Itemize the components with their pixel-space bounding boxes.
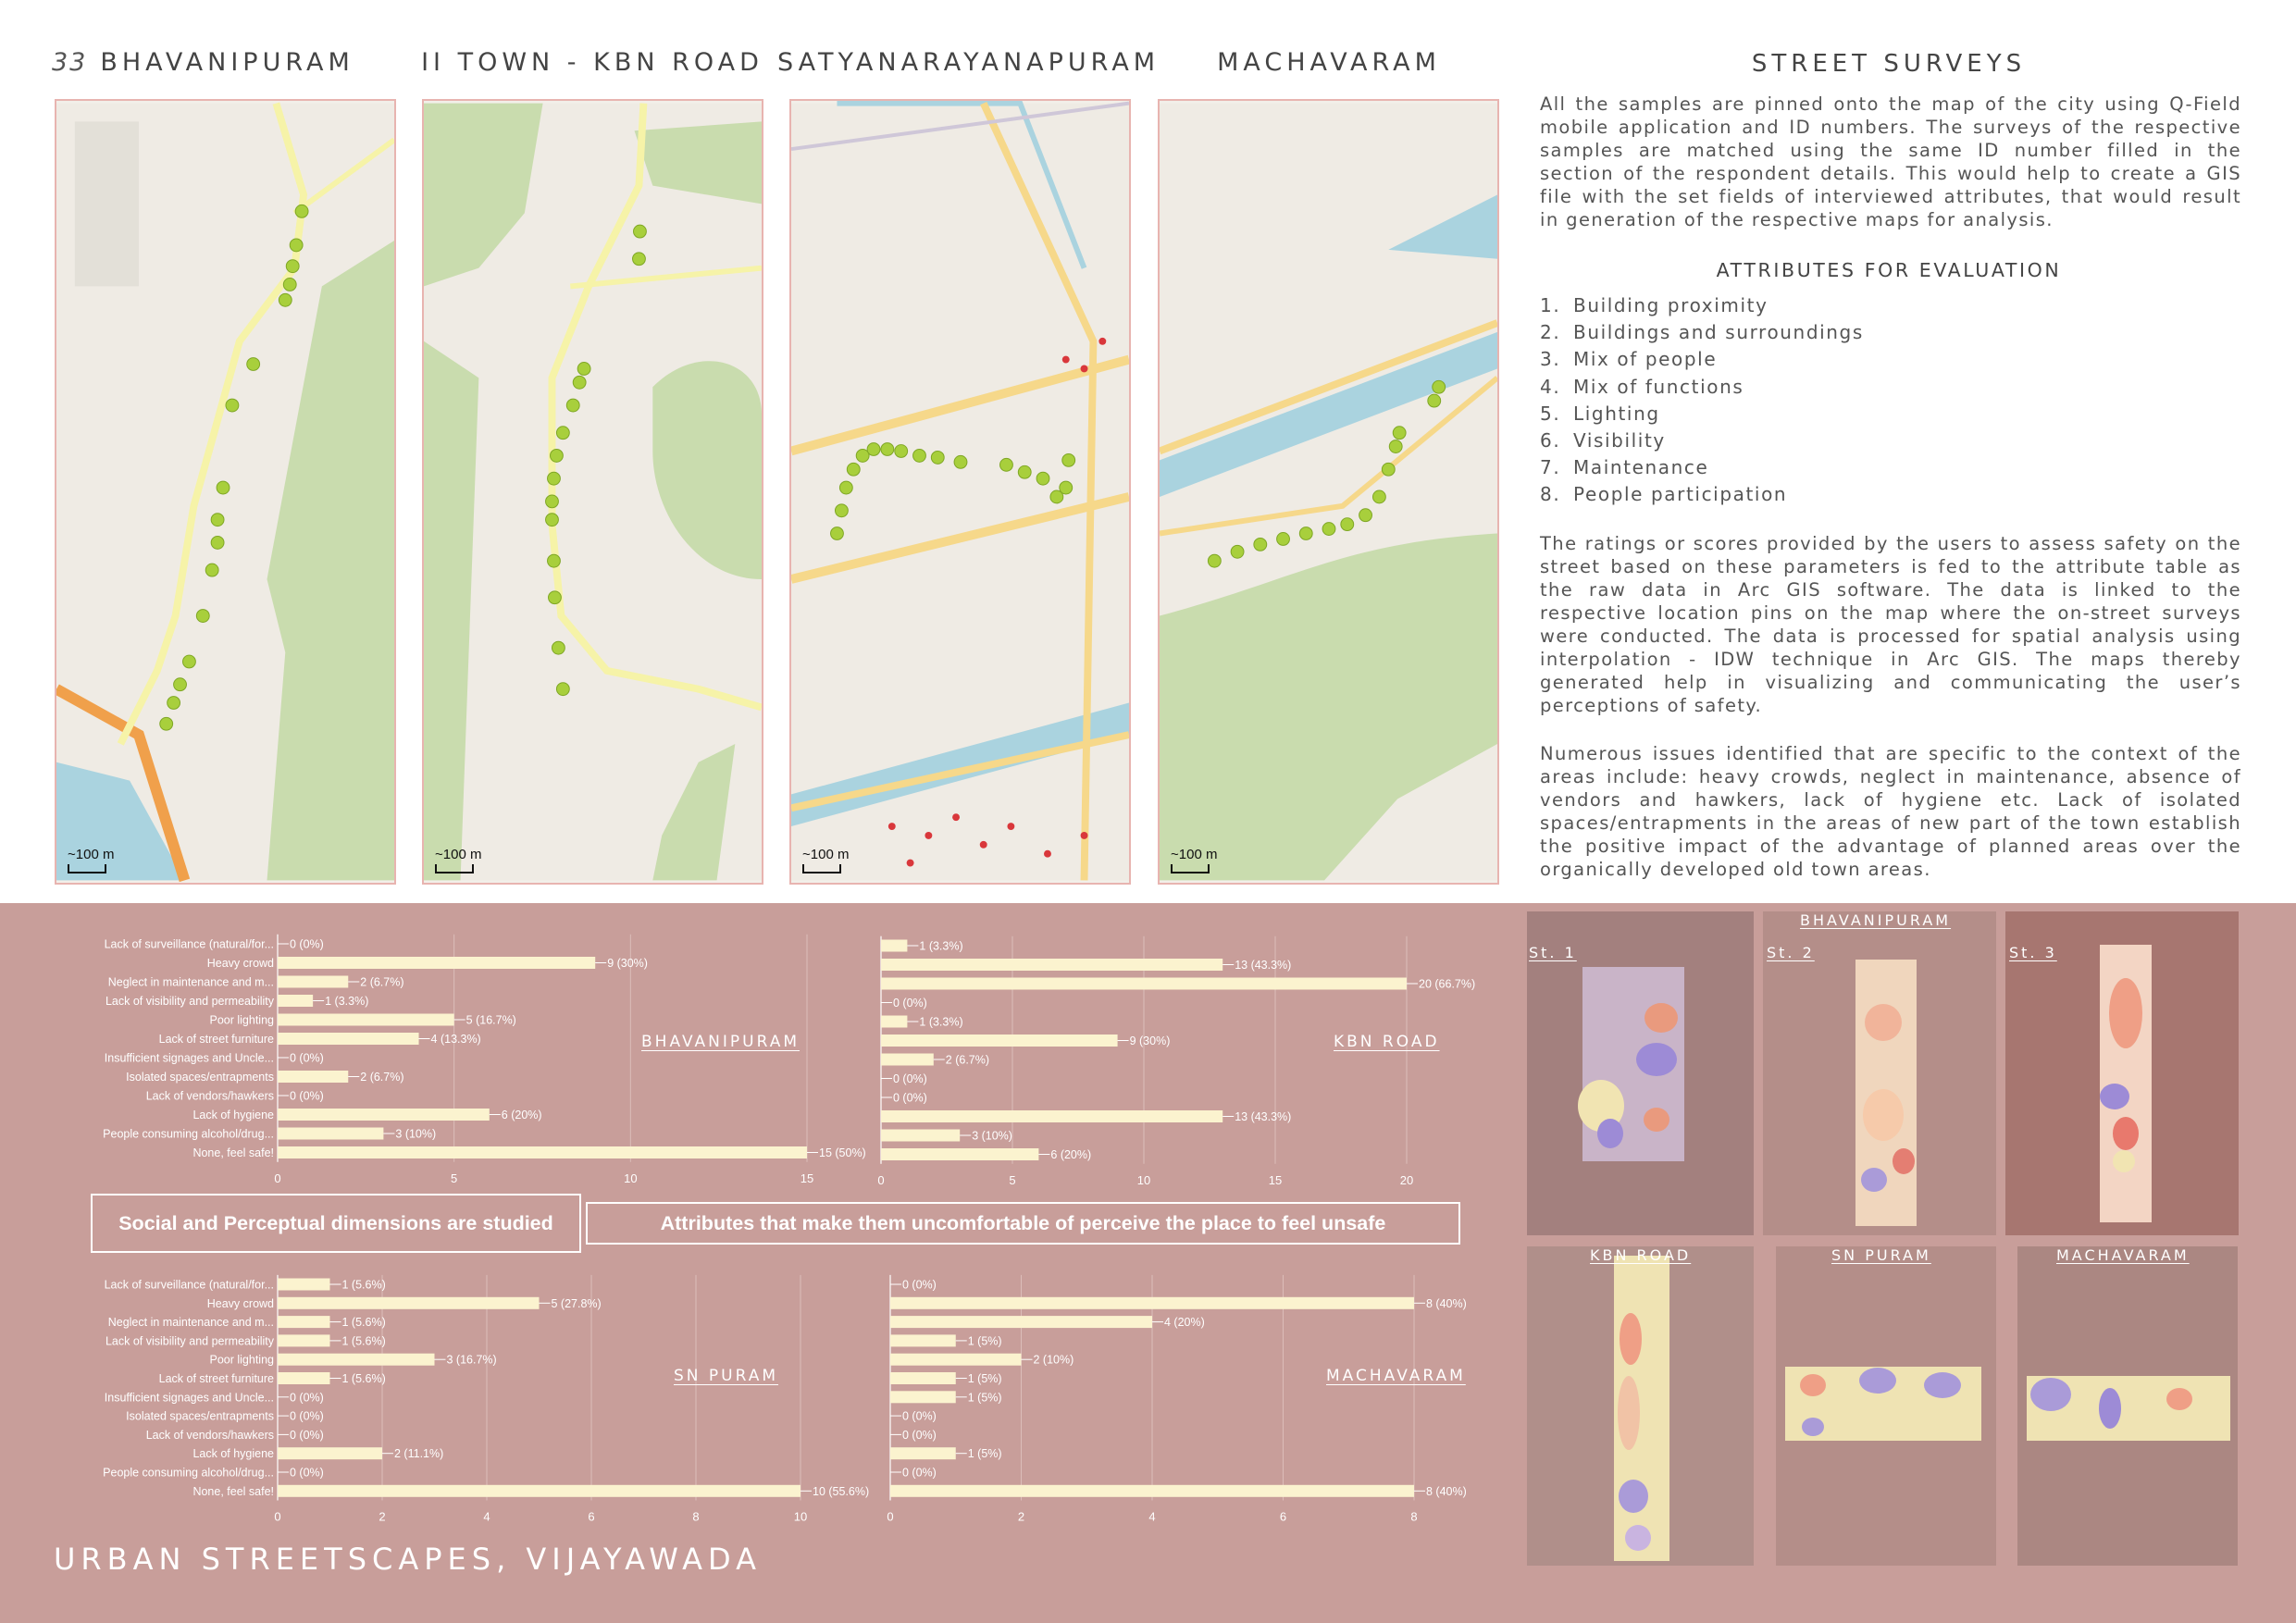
x-tick-label: 6 <box>1279 1509 1287 1524</box>
list-item: 2. Buildings and surroundings <box>1540 321 1864 344</box>
chart-svg <box>0 925 870 1194</box>
chart-region-machavaram: MACHAVARAM <box>1326 1367 1466 1385</box>
scale-bar: ~100 m <box>1171 847 1217 873</box>
data-label: 0 (0%) <box>290 1051 324 1065</box>
data-label: 0 (0%) <box>290 1089 324 1103</box>
data-label: 0 (0%) <box>290 1466 324 1480</box>
list-item: 5. Lighting <box>1540 402 1660 425</box>
data-label: 10 (55.6%) <box>813 1484 870 1498</box>
category-label: Heavy crowd <box>206 1296 274 1310</box>
heatmap-tag: SN PURAM <box>1831 1246 1931 1264</box>
category-label: Lack of visibility and permeability <box>105 1334 274 1348</box>
data-label: 9 (30%) <box>607 957 648 970</box>
bar-chart-sn-puram <box>0 1268 870 1524</box>
category-label: Insufficient signages and Uncle... <box>104 1051 274 1065</box>
category-label: None, feel safe! <box>192 1484 274 1498</box>
scale-bar: ~100 m <box>435 847 481 873</box>
map-kbn-road[interactable] <box>422 99 763 885</box>
list-item: 3. Mix of people <box>1540 348 1718 371</box>
map-bhavanipuram[interactable] <box>55 99 396 885</box>
footer-title: URBAN STREETSCAPES, VIJAYAWADA <box>54 1542 762 1577</box>
category-label: Neglect in maintenance and m... <box>107 975 274 989</box>
bar <box>881 1130 960 1142</box>
category-label: Heavy crowd <box>206 957 274 970</box>
x-tick-label: 4 <box>1148 1509 1156 1524</box>
idw-heatmap-graphic <box>1776 1246 1996 1566</box>
category-label: Lack of hygiene <box>192 1109 274 1121</box>
category-label: People consuming alcohol/drug... <box>103 1127 274 1141</box>
scale-bar: ~100 m <box>802 847 849 873</box>
bar <box>278 995 313 1007</box>
list-item: 4. Mix of functions <box>1540 375 1744 398</box>
category-label: Neglect in maintenance and m... <box>107 1316 274 1330</box>
data-label: 0 (0%) <box>290 1391 324 1405</box>
x-tick-label: 0 <box>274 1509 281 1524</box>
data-label: 13 (43.3%) <box>1235 959 1292 972</box>
category-label: Lack of hygiene <box>192 1447 274 1461</box>
bar <box>890 1334 956 1346</box>
heatmap-machavaram[interactable] <box>2017 1246 2238 1566</box>
data-label: 0 (0%) <box>290 1409 324 1423</box>
bar <box>278 957 595 969</box>
data-label: 3 (16.7%) <box>446 1353 497 1367</box>
bar <box>881 940 907 952</box>
bar-chart-bhavanipuram <box>0 925 870 1194</box>
issues-paragraph: Numerous issues identified that are specific to the context of the areas include: heavy crowds, neglect in maintenance, absence of vendors and hawkers, lack of hygiene etc. Lack of isolated spaces/entrapments in the areas of new part of the town establish the positive impact of the advantage of planned areas over the organically developed old town areas. <box>1540 743 2241 880</box>
bar <box>881 959 1222 971</box>
category-label: Lack of surveillance (natural/for... <box>104 937 274 951</box>
map-satyanarayanapuram[interactable] <box>789 99 1131 885</box>
data-label: 0 (0%) <box>290 937 324 951</box>
idw-heatmap-graphic <box>2017 1246 2238 1566</box>
category-label: Isolated spaces/entrapments <box>126 1409 274 1423</box>
heatmap-tag: MACHAVARAM <box>2056 1246 2190 1264</box>
bar <box>890 1391 956 1403</box>
data-label: 2 (6.7%) <box>360 975 404 989</box>
category-label: Poor lighting <box>209 1013 274 1027</box>
data-label: 0 (0%) <box>893 1072 927 1085</box>
data-label: 1 (3.3%) <box>919 1015 963 1029</box>
bar <box>881 1054 934 1066</box>
heatmap-st-1[interactable] <box>1527 911 1754 1235</box>
data-label: 0 (0%) <box>893 997 927 1010</box>
category-label: Poor lighting <box>209 1353 274 1367</box>
list-item: 6. Visibility <box>1540 429 1666 452</box>
unsafe-attributes-box: Attributes that make them uncomfortable of perceive the place to feel unsafe <box>586 1202 1460 1245</box>
street-surveys-intro: All the samples are pinned onto the map of the city using Q-Field mobile application and ID numbers. The surveys of the respective samples are matched using the same ID number filled in the section of the respondent details. This would help to create a GIS file with the set fields of interviewed attributes, that would result in generation of the respective maps for analysis. <box>1540 93 2241 230</box>
heatmap-tag: KBN ROAD <box>1590 1246 1692 1264</box>
heatmap-st-3[interactable] <box>2005 911 2239 1235</box>
x-tick-label: 2 <box>379 1509 386 1524</box>
category-label: Isolated spaces/entrapments <box>126 1071 274 1084</box>
chart-svg <box>0 1268 870 1524</box>
chart-svg <box>870 925 1481 1194</box>
data-label: 1 (5%) <box>967 1334 1002 1348</box>
bar-chart-machavaram <box>870 1268 1481 1524</box>
bar <box>890 1354 1022 1366</box>
social-perceptual-box: Social and Perceptual dimensions are studied <box>91 1194 581 1253</box>
heatmap-tag: St. 2 <box>1767 944 1815 961</box>
data-label: 1 (5.6%) <box>341 1278 386 1292</box>
map-title-kbn-road: II TOWN - KBN ROAD <box>421 48 763 77</box>
x-tick-label: 15 <box>1268 1172 1283 1187</box>
bar <box>890 1485 1414 1497</box>
street-map-graphic <box>1160 101 1497 883</box>
x-tick-label: 6 <box>588 1509 595 1524</box>
category-label: People consuming alcohol/drug... <box>103 1466 274 1480</box>
data-label: 6 (20%) <box>1050 1148 1092 1161</box>
category-label: Lack of vendors/hawkers <box>145 1428 274 1442</box>
bar <box>278 1146 807 1158</box>
map-machavaram[interactable] <box>1158 99 1499 885</box>
bar-chart-kbn-road <box>870 925 1481 1194</box>
data-label: 1 (3.3%) <box>325 995 369 1008</box>
bar <box>890 1316 1152 1328</box>
data-label: 1 (5%) <box>967 1391 1002 1405</box>
data-label: 2 (6.7%) <box>360 1071 404 1084</box>
list-item: 8. People participation <box>1540 483 1788 506</box>
bar <box>278 1372 330 1384</box>
x-tick-label: 0 <box>274 1171 281 1185</box>
data-label: 6 (20%) <box>501 1109 542 1121</box>
data-label: 1 (5.6%) <box>341 1334 386 1348</box>
x-tick-label: 5 <box>451 1171 458 1185</box>
page-number: 33 <box>52 48 88 77</box>
bar <box>278 1014 454 1026</box>
data-label: 8 (40%) <box>1426 1296 1467 1310</box>
bar <box>278 976 348 988</box>
x-tick-label: 8 <box>1410 1509 1418 1524</box>
data-label: 4 (13.3%) <box>430 1033 481 1046</box>
bar <box>278 1334 330 1346</box>
data-label: 15 (50%) <box>819 1146 866 1159</box>
bar <box>890 1447 956 1459</box>
bar <box>278 1071 348 1083</box>
x-tick-label: 20 <box>1399 1172 1414 1187</box>
data-label: 2 (6.7%) <box>945 1053 990 1067</box>
bar <box>278 1033 419 1045</box>
x-tick-label: 0 <box>887 1509 894 1524</box>
map-title-bhavanipuram: 33 BHAVANIPURAM <box>52 48 354 77</box>
x-tick-label: 8 <box>692 1509 700 1524</box>
category-label: Lack of surveillance (natural/for... <box>104 1278 274 1292</box>
bar <box>278 1354 435 1366</box>
bar <box>278 1279 330 1291</box>
bar <box>881 1110 1222 1122</box>
x-tick-label: 15 <box>800 1171 814 1185</box>
bar <box>890 1372 956 1384</box>
ratings-paragraph: The ratings or scores provided by the users to assess safety on the street based on these parameters is fed to the attribute table as the raw data in Arc GIS software. The data is linked to the respective location pins on the map where the on-street surveys were conducted. The data is processed for spatial analysis using interpolation - IDW technique in Arc GIS. The maps thereby generated help in visualizing and communicating the user’s perceptions of safety. <box>1540 533 2241 716</box>
list-item: 7. Maintenance <box>1540 456 1709 479</box>
category-label: Lack of street furniture <box>158 1372 274 1385</box>
bar <box>278 1447 382 1459</box>
data-label: 8 (40%) <box>1426 1484 1467 1498</box>
data-label: 5 (27.8%) <box>551 1296 602 1310</box>
attributes-title: ATTRIBUTES FOR EVALUATION <box>1716 259 2062 281</box>
data-label: 0 (0%) <box>902 1409 937 1423</box>
data-label: 4 (20%) <box>1164 1316 1205 1330</box>
street-surveys-title: STREET SURVEYS <box>1751 50 2027 78</box>
heatmap-tag: St. 3 <box>2009 944 2057 961</box>
data-label: 0 (0%) <box>902 1278 937 1292</box>
x-tick-label: 10 <box>624 1171 638 1185</box>
chart-region-bhavanipuram: BHAVANIPURAM <box>641 1033 800 1051</box>
bar <box>278 1297 540 1309</box>
map-title-satyanarayanapuram: SATYANARAYANAPURAM <box>777 48 1160 77</box>
x-tick-label: 10 <box>1136 1172 1151 1187</box>
chart-region-sn-puram: SN PURAM <box>674 1367 779 1385</box>
bar <box>881 1035 1118 1047</box>
data-label: 0 (0%) <box>902 1466 937 1480</box>
x-tick-label: 10 <box>793 1509 808 1524</box>
heatmap-sn-puram[interactable] <box>1776 1246 1996 1566</box>
list-item: 1. Building proximity <box>1540 294 1769 316</box>
data-label: 0 (0%) <box>902 1428 937 1442</box>
x-tick-label: 5 <box>1009 1172 1016 1187</box>
chart-svg <box>870 1268 1481 1524</box>
street-map-graphic <box>424 101 762 883</box>
data-label: 20 (66.7%) <box>1419 977 1476 991</box>
heatmap-st-2[interactable] <box>1763 911 1996 1235</box>
category-label: Lack of street furniture <box>158 1033 274 1046</box>
bar <box>881 1148 1038 1160</box>
data-label: 0 (0%) <box>893 1091 927 1105</box>
category-label: Insufficient signages and Uncle... <box>104 1391 274 1405</box>
bar <box>278 1485 800 1497</box>
data-label: 1 (3.3%) <box>919 939 963 953</box>
data-label: 0 (0%) <box>290 1428 324 1442</box>
idw-heatmap-graphic <box>1527 1246 1754 1566</box>
street-map-graphic <box>791 101 1129 883</box>
data-label: 3 (10%) <box>395 1127 437 1141</box>
data-label: 1 (5%) <box>967 1372 1002 1385</box>
bar <box>278 1128 383 1140</box>
chart-region-kbn-road: KBN ROAD <box>1334 1033 1440 1051</box>
bar <box>881 978 1407 990</box>
data-label: 1 (5.6%) <box>341 1372 386 1385</box>
data-label: 2 (10%) <box>1033 1353 1074 1367</box>
heatmap-tag: St. 1 <box>1529 944 1577 961</box>
bar <box>278 1316 330 1328</box>
data-label: 1 (5.6%) <box>341 1316 386 1330</box>
heatmap-kbn-road[interactable] <box>1527 1246 1754 1566</box>
bar <box>881 1016 907 1028</box>
bar <box>278 1109 490 1121</box>
heatmap-title-bhavanipuram: BHAVANIPURAM <box>1800 911 1952 929</box>
category-label: None, feel safe! <box>192 1146 274 1159</box>
bar <box>890 1297 1414 1309</box>
street-map-graphic <box>56 101 394 883</box>
data-label: 1 (5%) <box>967 1447 1002 1461</box>
attributes-list <box>1540 292 1864 509</box>
category-label: Lack of visibility and permeability <box>105 995 274 1008</box>
x-tick-label: 4 <box>483 1509 490 1524</box>
x-tick-label: 2 <box>1017 1509 1025 1524</box>
map-title-machavaram: MACHAVARAM <box>1217 48 1441 77</box>
category-label: Lack of vendors/hawkers <box>145 1089 274 1103</box>
data-label: 3 (10%) <box>972 1129 1012 1143</box>
data-label: 2 (11.1%) <box>394 1447 444 1461</box>
data-label: 5 (16.7%) <box>465 1013 516 1027</box>
x-tick-label: 0 <box>877 1172 885 1187</box>
scale-bar: ~100 m <box>68 847 114 873</box>
data-label: 13 (43.3%) <box>1235 1110 1292 1123</box>
data-label: 9 (30%) <box>1129 1035 1171 1047</box>
